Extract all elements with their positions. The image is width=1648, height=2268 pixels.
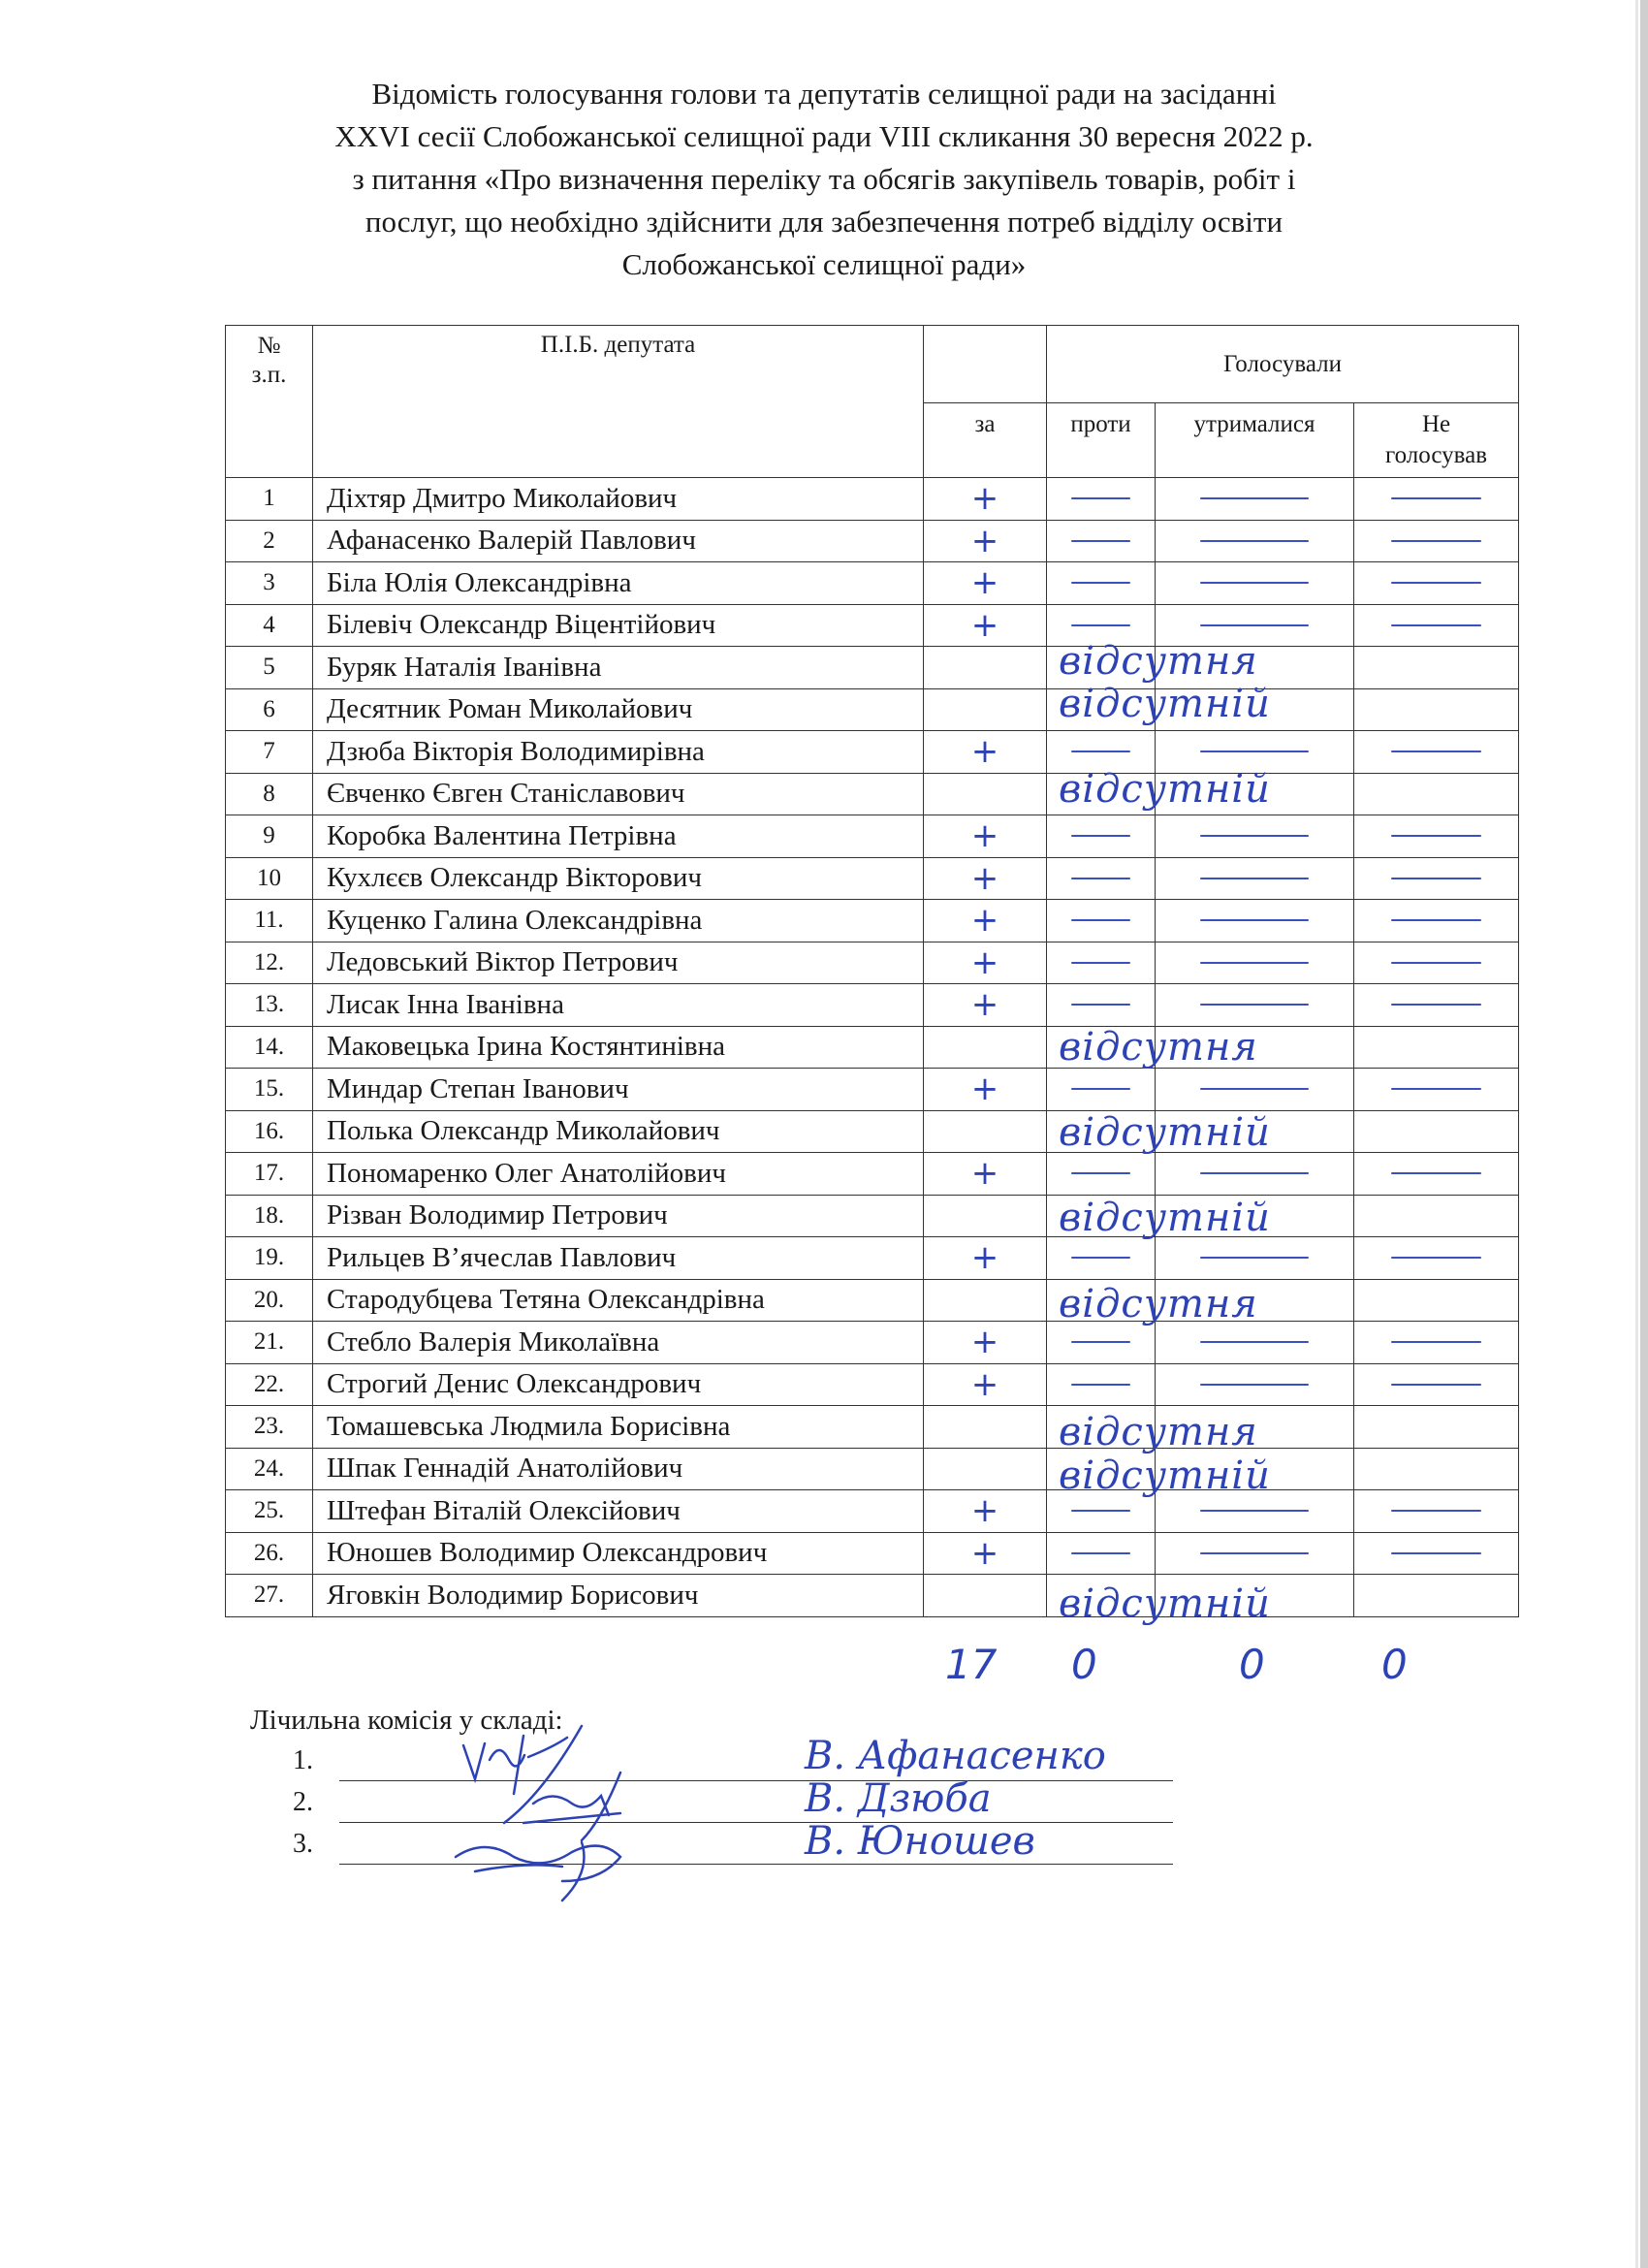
row-number: 21.	[226, 1322, 313, 1364]
header-number	[226, 326, 313, 478]
scan-edge	[1640, 0, 1648, 2268]
vote-za: +	[924, 604, 1047, 647]
vote-utrymalysia	[1156, 984, 1354, 1027]
dash-mark	[1391, 1552, 1481, 1554]
row-number: 25.	[226, 1490, 313, 1533]
deputy-name: Ледовський Віктор Петрович	[313, 942, 924, 984]
dash-mark	[1071, 962, 1130, 964]
title-line: послуг, що необхідно здійснити для забезпечення потреб відділу освіти	[364, 205, 1284, 239]
row-number: 24.	[226, 1448, 313, 1490]
deputy-name: Євченко Євген Станіславович	[313, 773, 924, 815]
deputy-name: Афанасенко Валерій Павлович	[313, 520, 924, 562]
commission-member-number: 2.	[293, 1787, 313, 1817]
vote-ne-holosuvav	[1354, 857, 1519, 900]
table-row	[226, 773, 1519, 815]
vote-proty	[1047, 1153, 1156, 1196]
vote-utrymalysia	[1156, 520, 1354, 562]
vote-utrymalysia	[1156, 1237, 1354, 1280]
vote-za	[924, 1406, 1047, 1449]
table-row	[226, 647, 1519, 689]
vote-za	[924, 1195, 1047, 1237]
vote-ne-holosuvav	[1354, 1363, 1519, 1406]
signature-2	[523, 1773, 620, 1840]
dash-mark	[1391, 751, 1481, 752]
table-row	[226, 815, 1519, 858]
vote-za	[924, 1026, 1047, 1069]
table-row	[226, 1490, 1519, 1533]
row-number: 5	[226, 647, 313, 689]
row-number: 6	[226, 688, 313, 731]
signature-1	[463, 1726, 582, 1823]
vote-proty	[1047, 1363, 1156, 1406]
dash-mark	[1071, 1552, 1130, 1554]
deputy-name: Лисак Інна Іванівна	[313, 984, 924, 1027]
table-row	[226, 1448, 1519, 1490]
deputy-name: Томашевська Людмила Борисівна	[313, 1406, 924, 1449]
vote-utrymalysia	[1156, 857, 1354, 900]
deputy-name: Різван Володимир Петрович	[313, 1195, 924, 1237]
vote-za: +	[924, 857, 1047, 900]
header-ne-holosuvav-label: Не голосував	[1384, 411, 1488, 468]
vote-ne-holosuvav	[1354, 1195, 1519, 1237]
header-ne-holosuvav	[1354, 403, 1519, 478]
table-row	[226, 1575, 1519, 1617]
dash-mark	[1071, 582, 1130, 584]
total-utrymalysia: 0	[1239, 1641, 1265, 1688]
dash-mark	[1071, 540, 1130, 542]
table-row	[226, 688, 1519, 731]
deputy-name: Стебло Валерія Миколаївна	[313, 1322, 924, 1364]
vote-za: +	[924, 1322, 1047, 1364]
table-row	[226, 1532, 1519, 1575]
dash-mark	[1200, 1384, 1309, 1386]
dash-mark	[1391, 1172, 1481, 1174]
title-line: з питання «Про визначення переліку та обсягів закупівель товарів, робіт і	[352, 162, 1296, 196]
row-number: 2	[226, 520, 313, 562]
dash-mark	[1391, 1257, 1481, 1259]
header-za: за	[924, 403, 1047, 478]
deputy-name: Юношев Володимир Олександрович	[313, 1532, 924, 1575]
row-number: 9	[226, 815, 313, 858]
dash-mark	[1200, 582, 1309, 584]
row-number: 10	[226, 857, 313, 900]
deputy-name: Коробка Валентина Петрівна	[313, 815, 924, 858]
table-row	[226, 942, 1519, 984]
dash-mark	[1071, 1341, 1130, 1343]
row-number: 16.	[226, 1110, 313, 1153]
vote-za	[924, 1448, 1047, 1490]
dash-mark	[1071, 1257, 1130, 1259]
deputy-name: Дзюба Вікторія Володимирівна	[313, 731, 924, 774]
table-row	[226, 1069, 1519, 1111]
dash-mark	[1200, 1341, 1309, 1343]
dash-mark	[1391, 1004, 1481, 1006]
dash-mark	[1200, 1172, 1309, 1174]
table-row	[226, 1363, 1519, 1406]
absent-note: відсутній	[1059, 682, 1271, 726]
handwritten-signatures	[417, 1687, 824, 1910]
table-row	[226, 984, 1519, 1027]
table-row	[226, 1322, 1519, 1364]
dash-mark	[1391, 919, 1481, 921]
row-number: 3	[226, 562, 313, 605]
vote-ne-holosuvav	[1354, 942, 1519, 984]
row-number: 4	[226, 604, 313, 647]
dash-mark	[1391, 497, 1481, 499]
vote-proty	[1047, 984, 1156, 1027]
deputy-name: Біла Юлія Олександрівна	[313, 562, 924, 605]
table-row	[226, 1026, 1519, 1069]
vote-proty	[1047, 857, 1156, 900]
deputy-name: Десятник Роман Миколайович	[313, 688, 924, 731]
row-number: 1	[226, 478, 313, 521]
vote-za: +	[924, 520, 1047, 562]
vote-za: +	[924, 731, 1047, 774]
vote-proty	[1047, 815, 1156, 858]
row-number: 11.	[226, 900, 313, 942]
vote-proty	[1047, 478, 1156, 521]
vote-ne-holosuvav	[1354, 1279, 1519, 1322]
vote-proty	[1047, 1532, 1156, 1575]
vote-ne-holosuvav	[1354, 688, 1519, 731]
table-row	[226, 520, 1519, 562]
vote-ne-holosuvav	[1354, 1322, 1519, 1364]
deputy-name: Куценко Галина Олександрівна	[313, 900, 924, 942]
table-row	[226, 478, 1519, 521]
vote-proty	[1047, 942, 1156, 984]
row-number: 17.	[226, 1153, 313, 1196]
row-number: 14.	[226, 1026, 313, 1069]
vote-ne-holosuvav	[1354, 604, 1519, 647]
dash-mark	[1200, 1552, 1309, 1554]
commission-member-name: В. Юношев	[805, 1819, 1035, 1864]
dash-mark	[1071, 919, 1130, 921]
dash-mark	[1200, 1088, 1309, 1090]
vote-proty	[1047, 1322, 1156, 1364]
table-row	[226, 1279, 1519, 1322]
dash-mark	[1200, 835, 1309, 837]
vote-za	[924, 773, 1047, 815]
vote-utrymalysia	[1156, 815, 1354, 858]
dash-mark	[1200, 1004, 1309, 1006]
absent-note: відсутній	[1059, 1196, 1271, 1241]
table-row	[226, 900, 1519, 942]
row-number: 20.	[226, 1279, 313, 1322]
vote-ne-holosuvav	[1354, 1532, 1519, 1575]
total-za: 17	[945, 1641, 998, 1688]
absent-note: відсутня	[1059, 638, 1258, 684]
deputy-name: Маковецька Ірина Костянтинівна	[313, 1026, 924, 1069]
commission-member-name: В. Афанасенко	[805, 1734, 1106, 1778]
total-proty: 0	[1071, 1641, 1097, 1688]
dash-mark	[1391, 878, 1481, 879]
vote-ne-holosuvav	[1354, 731, 1519, 774]
dash-mark	[1391, 1088, 1481, 1090]
vote-proty	[1047, 520, 1156, 562]
dash-mark	[1071, 878, 1130, 879]
table-row	[226, 604, 1519, 647]
vote-ne-holosuvav	[1354, 1069, 1519, 1111]
dash-mark	[1391, 1384, 1481, 1386]
dash-mark	[1071, 497, 1130, 499]
row-number: 7	[226, 731, 313, 774]
header-voted: Голосували	[1047, 326, 1519, 403]
deputy-name: Строгий Денис Олександрович	[313, 1363, 924, 1406]
vote-utrymalysia	[1156, 1322, 1354, 1364]
dash-mark	[1391, 1341, 1481, 1343]
table-row	[226, 562, 1519, 605]
vote-utrymalysia	[1156, 1363, 1354, 1406]
deputy-name: Рильцев В’ячеслав Павлович	[313, 1237, 924, 1280]
header-utrymalysia: утрималися	[1156, 403, 1354, 478]
dash-mark	[1200, 919, 1309, 921]
vote-za: +	[924, 1532, 1047, 1575]
dash-mark	[1391, 582, 1481, 584]
vote-utrymalysia	[1156, 942, 1354, 984]
vote-ne-holosuvav	[1354, 520, 1519, 562]
vote-ne-holosuvav	[1354, 773, 1519, 815]
signature-3	[456, 1842, 620, 1901]
vote-ne-holosuvav	[1354, 1153, 1519, 1196]
absent-note: відсутній	[1059, 1453, 1271, 1498]
vote-za	[924, 647, 1047, 689]
dash-mark	[1200, 962, 1309, 964]
dash-mark	[1071, 1172, 1130, 1174]
table-row	[226, 1237, 1519, 1280]
dash-mark	[1200, 878, 1309, 879]
absent-note: відсутній	[1059, 767, 1271, 813]
vote-ne-holosuvav	[1354, 1490, 1519, 1533]
row-number: 19.	[226, 1237, 313, 1280]
vote-ne-holosuvav	[1354, 1575, 1519, 1617]
dash-mark	[1200, 540, 1309, 542]
header-name: П.І.Б. депутата	[313, 326, 924, 478]
vote-za: +	[924, 984, 1047, 1027]
deputy-name: Білевіч Олександр Віцентійович	[313, 604, 924, 647]
header-proty: проти	[1047, 403, 1156, 478]
deputy-name: Полька Олександр Миколайович	[313, 1110, 924, 1153]
table-row	[226, 857, 1519, 900]
dash-mark	[1200, 751, 1309, 752]
header-empty	[924, 326, 1047, 403]
dash-mark	[1391, 835, 1481, 837]
dash-mark	[1071, 624, 1130, 626]
dash-mark	[1200, 1510, 1309, 1512]
vote-za	[924, 1575, 1047, 1617]
row-number: 18.	[226, 1195, 313, 1237]
row-number: 12.	[226, 942, 313, 984]
vote-ne-holosuvav	[1354, 562, 1519, 605]
row-number: 27.	[226, 1575, 313, 1617]
dash-mark	[1391, 624, 1481, 626]
title-line: Слобожанської селищної ради»	[621, 247, 1027, 281]
vote-ne-holosuvav	[1354, 647, 1519, 689]
dash-mark	[1200, 624, 1309, 626]
table-row	[226, 731, 1519, 774]
deputy-name: Миндар Степан Іванович	[313, 1069, 924, 1111]
title-line: XXVI сесії Слобожанської селищної ради VIII скликання 30 вересня 2022 р.	[334, 119, 1314, 153]
deputy-name: Діхтяр Дмитро Миколайович	[313, 478, 924, 521]
vote-ne-holosuvav	[1354, 984, 1519, 1027]
vote-ne-holosuvav	[1354, 900, 1519, 942]
commission-member-number: 1.	[293, 1745, 313, 1775]
vote-za: +	[924, 815, 1047, 858]
commission-member-number: 3.	[293, 1829, 313, 1859]
vote-za: +	[924, 1363, 1047, 1406]
commission-member-name: В. Дзюба	[805, 1776, 992, 1821]
vote-za: +	[924, 900, 1047, 942]
vote-za: +	[924, 1153, 1047, 1196]
absent-note: відсутня	[1059, 1410, 1258, 1455]
vote-za: +	[924, 1490, 1047, 1533]
title-line: Відомість голосування голови та депутатів селищної ради на засіданні	[371, 77, 1277, 111]
vote-proty	[1047, 900, 1156, 942]
total-ne-holosuvav: 0	[1381, 1641, 1408, 1688]
vote-ne-holosuvav	[1354, 1406, 1519, 1449]
vote-za	[924, 688, 1047, 731]
table-row	[226, 1153, 1519, 1196]
table-row	[226, 1110, 1519, 1153]
absent-note: відсутня	[1059, 1024, 1258, 1070]
table-row	[226, 1406, 1519, 1449]
dash-mark	[1391, 962, 1481, 964]
dash-mark	[1071, 1004, 1130, 1006]
vote-ne-holosuvav	[1354, 1237, 1519, 1280]
vote-za: +	[924, 562, 1047, 605]
vote-ne-holosuvav	[1354, 1110, 1519, 1153]
vote-proty	[1047, 1237, 1156, 1280]
vote-ne-holosuvav	[1354, 478, 1519, 521]
absent-note: відсутня	[1059, 1281, 1258, 1326]
vote-za: +	[924, 478, 1047, 521]
dash-mark	[1200, 497, 1309, 499]
vote-za: +	[924, 942, 1047, 984]
vote-utrymalysia	[1156, 900, 1354, 942]
dash-mark	[1200, 1257, 1309, 1259]
header-number-label: № з.п.	[251, 333, 287, 388]
deputy-name: Пономаренко Олег Анатолійович	[313, 1153, 924, 1196]
voting-table	[225, 325, 1519, 1617]
deputy-name: Кухлєєв Олександр Вікторович	[313, 857, 924, 900]
vote-utrymalysia	[1156, 1069, 1354, 1111]
dash-mark	[1071, 1384, 1130, 1386]
dash-mark	[1071, 1510, 1130, 1512]
vote-proty	[1047, 1069, 1156, 1111]
dash-mark	[1391, 1510, 1481, 1512]
dash-mark	[1071, 751, 1130, 752]
vote-za	[924, 1279, 1047, 1322]
row-number: 23.	[226, 1406, 313, 1449]
deputy-name: Яговкін Володимир Борисович	[313, 1575, 924, 1617]
absent-note: відсутній	[1059, 1581, 1271, 1627]
vote-za: +	[924, 1237, 1047, 1280]
vote-utrymalysia	[1156, 1153, 1354, 1196]
document-title	[194, 73, 1454, 286]
absent-note: відсутній	[1059, 1110, 1271, 1155]
vote-utrymalysia	[1156, 1532, 1354, 1575]
row-number: 22.	[226, 1363, 313, 1406]
vote-ne-holosuvav	[1354, 1448, 1519, 1490]
scan-edge-shadow	[1635, 0, 1638, 2268]
deputy-name: Штефан Віталій Олексійович	[313, 1490, 924, 1533]
row-number: 26.	[226, 1532, 313, 1575]
row-number: 15.	[226, 1069, 313, 1111]
dash-mark	[1071, 835, 1130, 837]
commission-label: Лічильна комісія у складі:	[250, 1705, 563, 1736]
row-number: 8	[226, 773, 313, 815]
vote-ne-holosuvav	[1354, 1026, 1519, 1069]
deputy-name: Буряк Наталія Іванівна	[313, 647, 924, 689]
dash-mark	[1071, 1088, 1130, 1090]
vote-za: +	[924, 1069, 1047, 1111]
dash-mark	[1391, 540, 1481, 542]
table-row	[226, 1195, 1519, 1237]
row-number: 13.	[226, 984, 313, 1027]
vote-utrymalysia	[1156, 478, 1354, 521]
vote-za	[924, 1110, 1047, 1153]
vote-ne-holosuvav	[1354, 815, 1519, 858]
deputy-name: Шпак Геннадій Анатолійович	[313, 1448, 924, 1490]
deputy-name: Стародубцева Тетяна Олександрівна	[313, 1279, 924, 1322]
vote-proty	[1047, 562, 1156, 605]
vote-utrymalysia	[1156, 562, 1354, 605]
